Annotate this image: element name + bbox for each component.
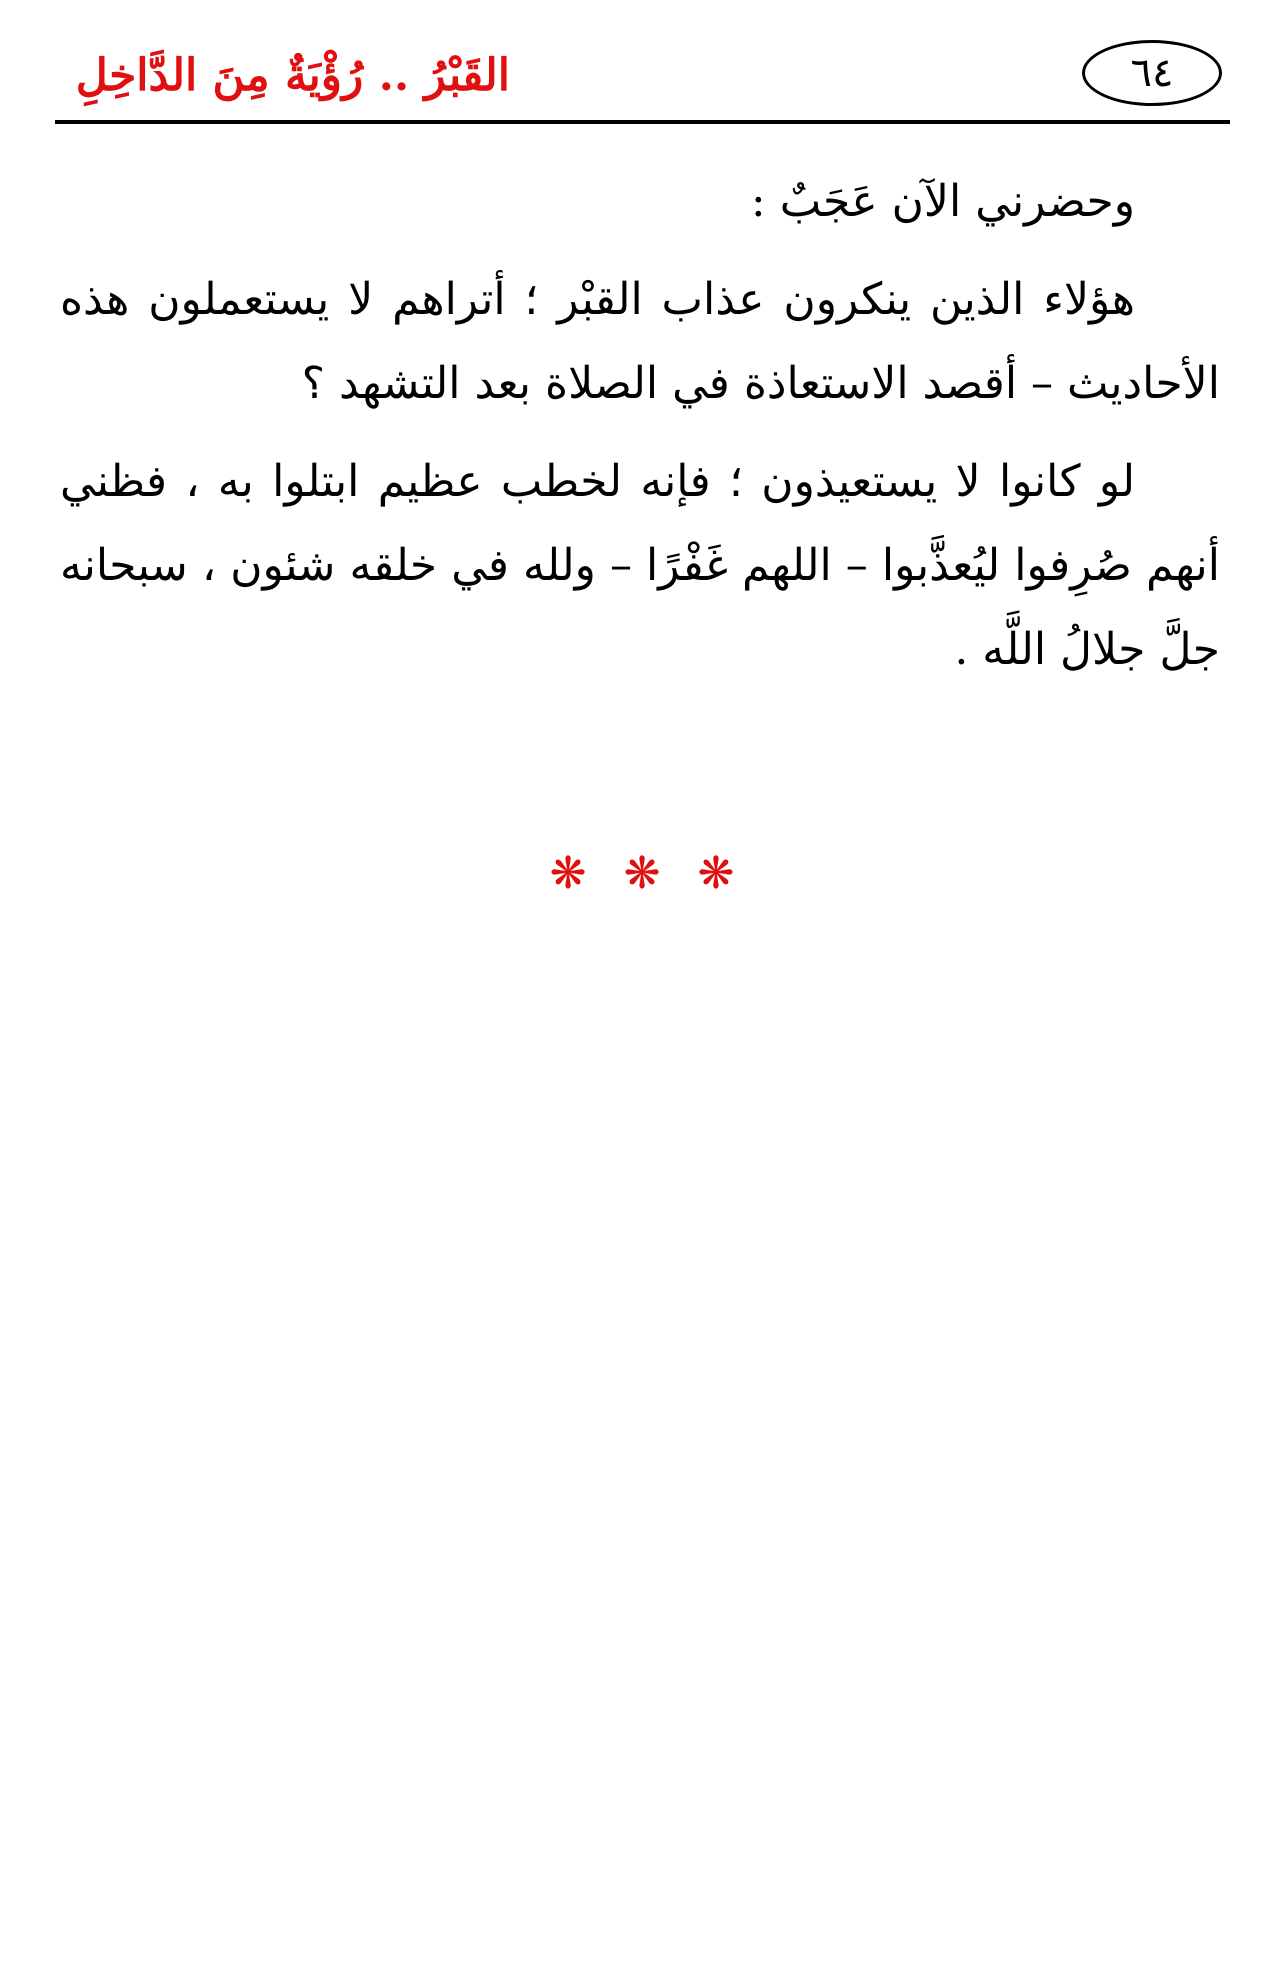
main-text (60, 160, 1220, 692)
page-header (55, 28, 1230, 128)
star-ornament-icon: ❋ (697, 848, 735, 899)
section-separator (0, 848, 1284, 899)
header-divider (55, 120, 1230, 124)
paragraph-question: هؤلاء الذين ينكرون عذاب القبْر ؛ أتراهم لا يستعملون هذه الأحاديث – أقصد الاستعاذة في الصلاة بعد التشهد ؟ (60, 274, 1220, 409)
star-ornament-icon: ❋ (623, 848, 661, 899)
page-number-oval (1082, 40, 1222, 106)
page-number: ٦٤ (1130, 50, 1174, 96)
paragraph-intro: وحضرني الآن عَجَبٌ : (750, 176, 1135, 227)
running-title: القَبْرُ .. رُؤْيَةٌ مِنَ الدَّاخِلِ (75, 50, 510, 101)
star-ornament-icon: ❋ (549, 848, 587, 899)
paragraph-conclusion: لو كانوا لا يستعيذون ؛ فإنه لخطب عظيم ابتلوا به ، فظني أنهم صُرِفوا ليُعذَّبوا – اللهم غَفْرًا – ولله في خلقه شئون ، سبحانه جلَّ جلالُ اللَّه . (60, 456, 1220, 675)
